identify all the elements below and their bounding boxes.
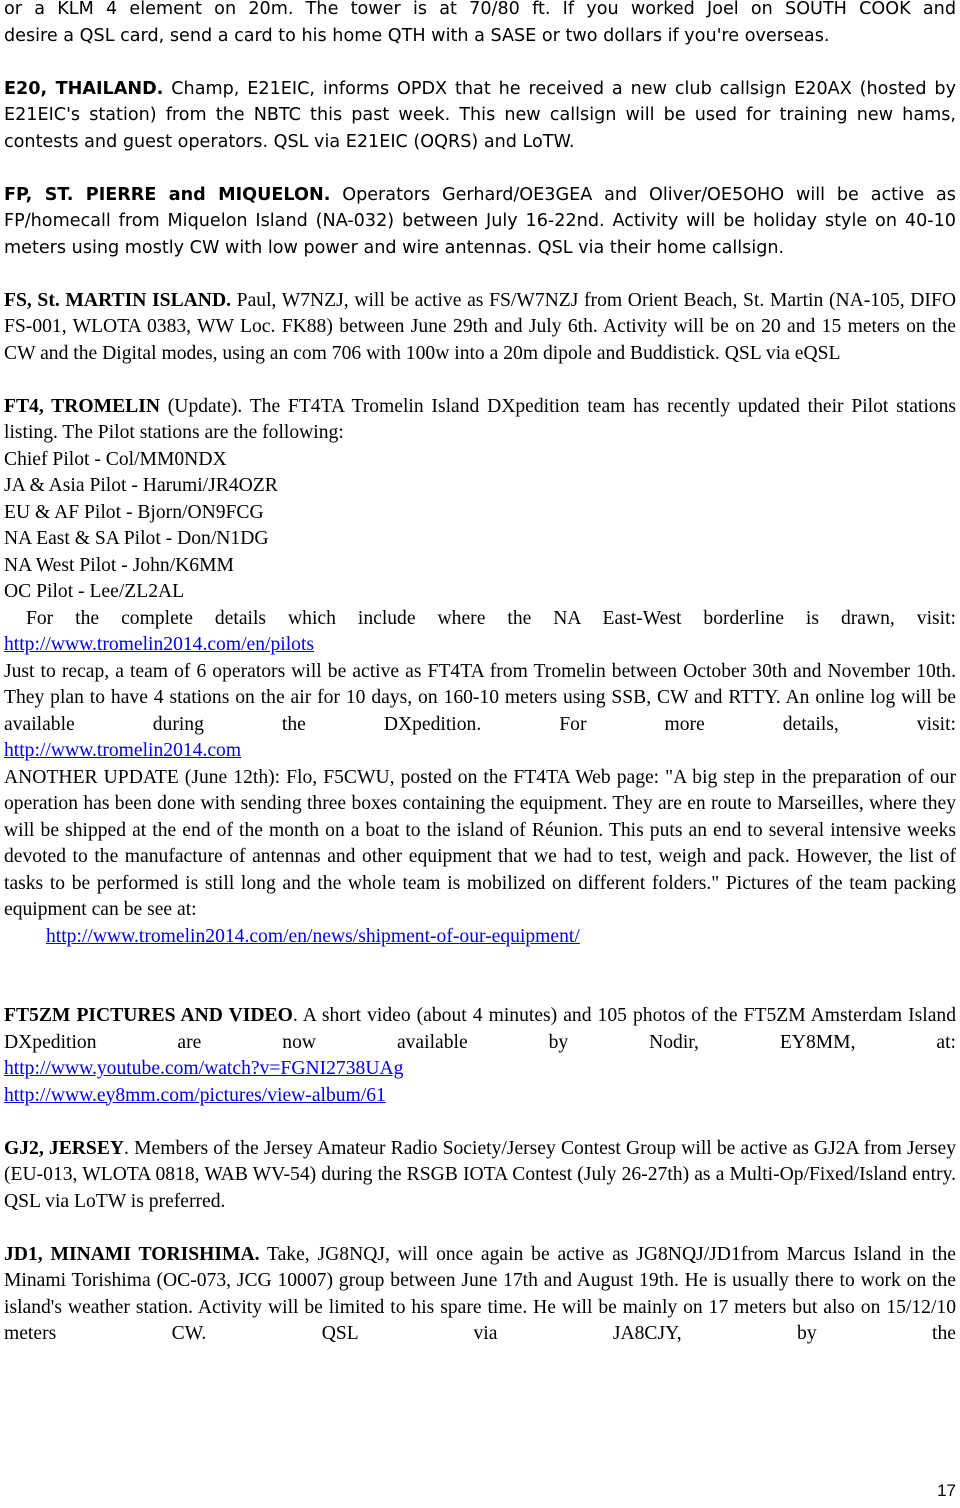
- ey8mm-link[interactable]: http://www.ey8mm.com/pictures/view-album/61: [4, 1084, 386, 1106]
- ft4-update: ANOTHER UPDATE (June 12th): Flo, F5CWU, posted on the FT4TA Web page: "A big step in the preparation of our operation has been done with sending three boxes containing the equipment. They are en route to Marseilles, where they will be shipped at the end of the month on a boat to the island of Réunion. This puts an end to several intensive weeks devoted to the manufacture of antennas and other equipment that we had to test, weigh and pack. However, the list of tasks to be performed is still long and the whole team is mobilized on different folders." Pictures of the team packing equipment can be see at:: [4, 766, 956, 920]
- fs-heading: FS, St. MARTIN ISLAND.: [4, 289, 231, 311]
- e20-text: Champ, E21EIC, informs OPDX that he received a new club callsign E20AX (hosted by E21EIC's station) from the NBTC this past week. This new callsign will be used for training new hams, contests and guest operators. QSL via E21EIC (OQRS) and LoTW.: [4, 78, 956, 152]
- fp-text: Operators Gerhard/OE3GEA and Oliver/OE5OHO will be active as FP/homecall from Miquelon Island (NA-032) between July 16-22nd. Activity will be holiday style on 40-10 meters using mostly CW with low power and wire antennas. QSL via their home callsign.: [4, 184, 956, 258]
- fs-paragraph: [4, 288, 956, 368]
- page-number: 17: [937, 1481, 956, 1500]
- fp-heading: FP, ST. PIERRE and MIQUELON.: [4, 184, 331, 205]
- list-item: NA East & SA Pilot - Don/N1DG: [4, 528, 269, 549]
- document-page: [4, 0, 956, 1348]
- list-item: JA & Asia Pilot - Harumi/JR4OZR: [4, 475, 278, 496]
- shipment-link[interactable]: http://www.tromelin2014.com/en/news/shipment-of-our-equipment/: [46, 925, 580, 947]
- pilot-list: [4, 447, 956, 606]
- gj2-heading: GJ2, JERSEY: [4, 1137, 125, 1159]
- pilots-link[interactable]: http://www.tromelin2014.com/en/pilots: [4, 634, 315, 655]
- fs-text: Paul, W7NZJ, will be active as FS/W7NZJ from Orient Beach, St. Martin (NA-105, DIFO FS-001, WLOTA 0383, WW Loc. FK88) between June 29th and July 6th. Activity will be on 20 and 15 meters on the CW and the Digital modes, using an com 706 with 100w into a 20m dipole and Buddistick. QSL via eQSL: [4, 289, 956, 364]
- youtube-link[interactable]: http://www.youtube.com/watch?v=FGNI2738UAg: [4, 1058, 404, 1079]
- top-line-2: desire a QSL card, send a card to his home QTH with a SASE or two dollars if you're overseas.: [4, 25, 830, 46]
- list-item: NA West Pilot - John/K6MM: [4, 554, 234, 576]
- tromelin-link[interactable]: http://www.tromelin2014.com: [4, 740, 242, 761]
- ft5zm-text: . A short video (about 4 minutes) and 105 photos of the FT5ZM Amsterdam Island DXpedition are now available by Nodir, EY8MM, at:: [4, 1005, 957, 1053]
- ft4-heading: FT4, TROMELIN: [4, 395, 161, 417]
- ft5zm-paragraph: [4, 1003, 956, 1056]
- list-item: OC Pilot - Lee/ZL2AL: [4, 581, 185, 602]
- gj2-text: . Members of the Jersey Amateur Radio Society/Jersey Contest Group will be active as GJ2A from Jersey (EU-013, WLOTA 0818, WAB WV-54) during the RSGB IOTA Contest (July 26-27th) as a Multi-Op/Fixed/Island entry. QSL via LoTW is preferred.: [4, 1137, 957, 1212]
- list-item: Chief Pilot - Col/MM0NDX: [4, 448, 227, 470]
- top-line-1: or a KLM 4 element on 20m. The tower is at 70/80 ft. If you worked Joel on SOUTH COOK and: [4, 0, 956, 19]
- ft4-recap: Just to recap, a team of 6 operators will be active as FT4TA from Tromelin between October 30th and November 10th. They plan to have 4 stations on the air for 10 days, on 160-10 meters using SSB, CW and RTTY. An online log will be available during the DXpedition. For more details, visit:: [4, 660, 956, 735]
- ft4-text: (Update). The FT4TA Tromelin Island DXpedition team has recently updated their Pilot stations listing. The Pilot stations are the following:: [4, 395, 956, 443]
- fp-paragraph: [4, 182, 956, 262]
- list-item: EU & AF Pilot - Bjorn/ON9FCG: [4, 501, 264, 523]
- e20-heading: E20, THAILAND.: [4, 78, 164, 99]
- ft5zm-heading: FT5ZM PICTURES AND VIDEO: [4, 1005, 293, 1026]
- jd1-paragraph: [4, 1242, 956, 1348]
- gj2-paragraph: [4, 1136, 956, 1216]
- ft4-paragraph: [4, 394, 956, 447]
- top-paragraph: [4, 0, 956, 49]
- e20-paragraph: [4, 76, 956, 156]
- jd1-text: Take, JG8NQJ, will once again be active as JG8NQJ/JD1from Marcus Island in the Minami Torishima (OC-073, JCG 10007) group between June 17th and August 19th. He is usually there to work on the island's weather station. Activity will be limited to his spare time. He will be mainly on 17 meters but also on 15/12/10 meters CW. QSL via JA8CJY, by the: [4, 1243, 956, 1344]
- ft4-details: For the complete details which include where the NA East-West borderline is drawn, visit:: [4, 607, 956, 629]
- jd1-heading: JD1, MINAMI TORISHIMA.: [4, 1243, 260, 1265]
